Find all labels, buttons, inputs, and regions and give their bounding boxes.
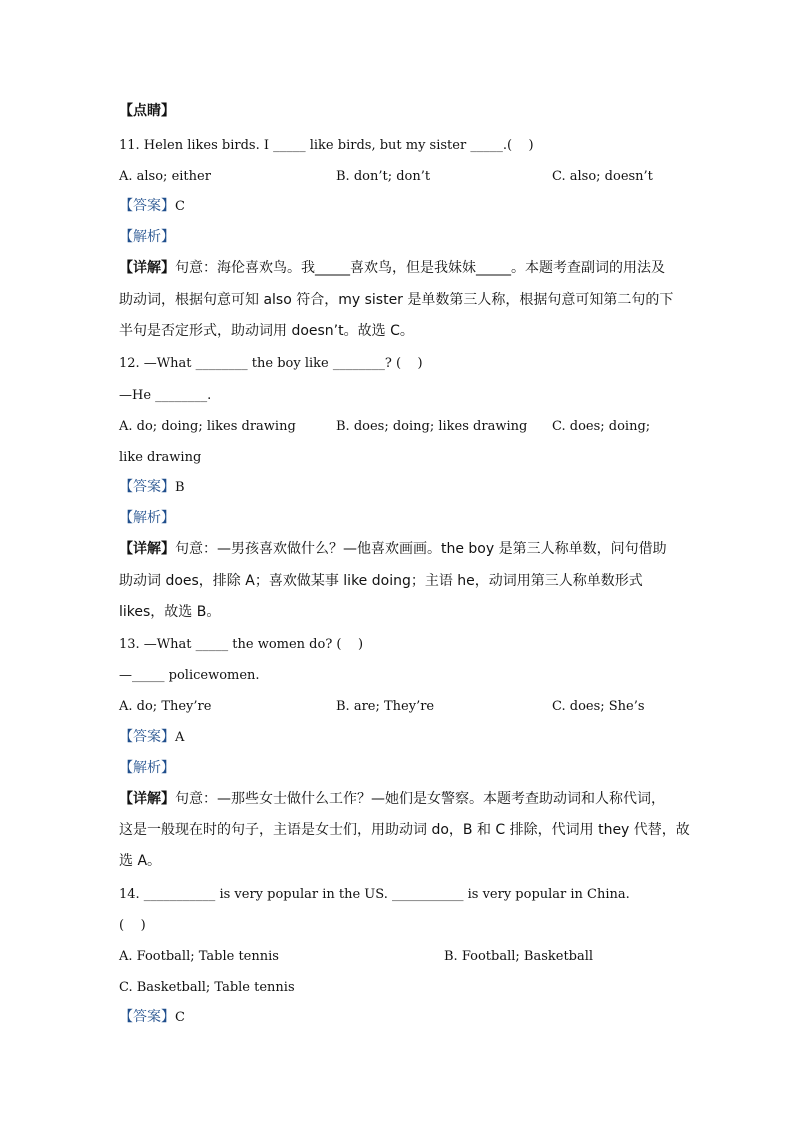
q14-answer: C [175, 1010, 185, 1025]
q12-option-b: B. does; doing; likes drawing [336, 419, 528, 434]
q11-option-a: A. also; either [119, 169, 211, 184]
q13-detail-line-1 [119, 790, 665, 808]
q11-option-c: C. also; doesn’t [552, 169, 653, 184]
q14-option-a: A. Football; Table tennis [119, 949, 279, 964]
q12-stem: 12. —What ________ the boy like ________? ( ) [119, 356, 423, 371]
detail-label: 【详解】 [119, 791, 175, 807]
detail-label: 【详解】 [119, 260, 175, 276]
q12-option-a: A. do; doing; likes drawing [119, 419, 296, 434]
q13-detail-line-3: 选 A。 [119, 853, 162, 869]
q12-option-c-continued: like drawing [119, 450, 202, 465]
q12-detail-line-1 [119, 540, 667, 558]
q13-reply: —_____ policewomen. [119, 668, 260, 683]
q13-option-b: B. are; They’re [336, 699, 435, 714]
q13-answer: A [175, 730, 185, 745]
q12-detail-line-3: likes，故选 B。 [119, 604, 221, 620]
q11-answer-line [119, 197, 185, 216]
q11-detail-text-1: 句意：海伦喜欢鸟。我_____喜欢鸟，但是我妹妹_____。本题考查副词的用法及 [175, 260, 665, 276]
answer-label: 【答案】 [119, 729, 175, 745]
q14-stem: 14. ___________ is very popular in the US. ___________ is very popular in China. [119, 887, 630, 902]
q12-analysis-label: 【解析】 [119, 510, 175, 526]
q12-reply: —He ________. [119, 388, 212, 403]
q14-paren: ( ) [119, 918, 146, 933]
q13-analysis-label: 【解析】 [119, 760, 175, 776]
q13-option-a: A. do; They’re [119, 699, 212, 714]
detail-label: 【详解】 [119, 541, 175, 557]
q11-option-b: B. don’t; don’t [336, 169, 431, 184]
q13-detail-text-1: 句意：—那些女士做什么工作？—她们是女警察。本题考查助动词和人称代词， [175, 791, 665, 807]
q11-answer: C [175, 199, 185, 214]
q13-stem: 13. —What _____ the women do? ( ) [119, 637, 364, 652]
q14-option-b: B. Football; Basketball [444, 949, 594, 964]
q14-option-c: C. Basketball; Table tennis [119, 980, 295, 995]
q12-detail-line-2: 助动词 does，排除 A；喜欢做某事 like doing；主语 he，动词用第三人称单数形式 [119, 573, 643, 589]
q12-option-c: C. does; doing; [552, 419, 651, 434]
q13-answer-line [119, 728, 184, 747]
q13-detail-line-2: 这是一般现在时的句子，主语是女士们，用助动词 do，B 和 C 排除，代词用 they 代替，故 [119, 822, 690, 838]
q11-detail-line-2: 助动词，根据句意可知 also 符合，my sister 是单数第三人称，根据句意可知第二句的下 [119, 292, 674, 308]
q11-detail-line-3: 半句是否定形式，助动词用 doesn’t。故选 C。 [119, 323, 414, 339]
q11-stem: 11. Helen likes birds. I _____ like birds, but my sister _____.( ) [119, 138, 534, 153]
q12-answer: B [175, 480, 185, 495]
dianjing-heading: 【点睛】 [119, 103, 175, 119]
q11-analysis-label: 【解析】 [119, 229, 175, 245]
answer-label: 【答案】 [119, 198, 175, 214]
q13-option-c: C. does; She’s [552, 699, 645, 714]
answer-label: 【答案】 [119, 1009, 175, 1025]
q12-detail-text-1: 句意：—男孩喜欢做什么？—他喜欢画画。the boy 是第三人称单数，问句借助 [175, 541, 667, 557]
q14-answer-line [119, 1008, 185, 1027]
answer-label: 【答案】 [119, 479, 175, 495]
q12-answer-line [119, 478, 185, 497]
q11-detail-line-1 [119, 259, 665, 277]
